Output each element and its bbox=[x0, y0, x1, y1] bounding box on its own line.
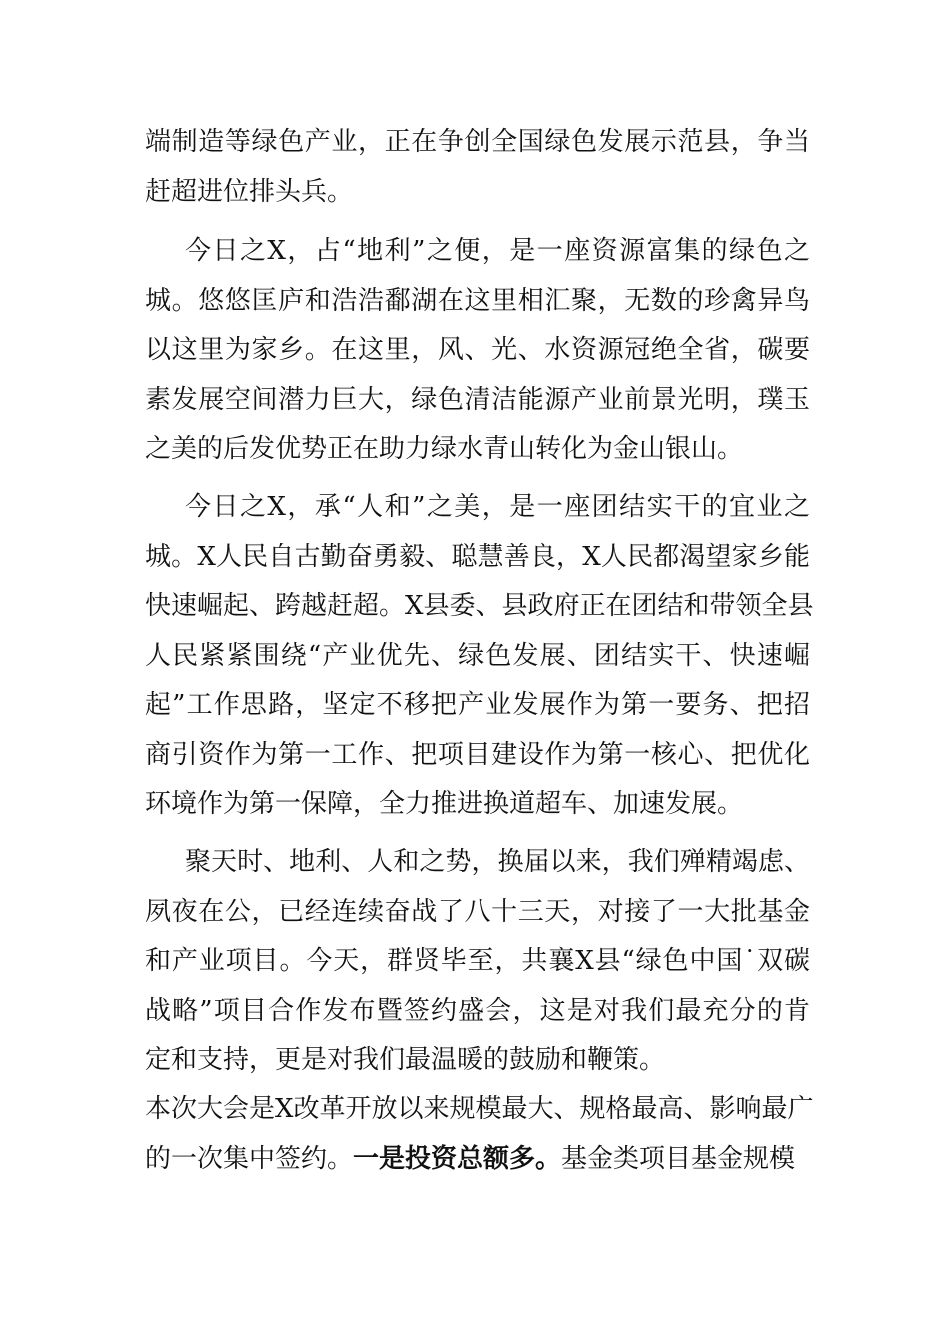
text-line: 和产业项目。今天，群贤毕至，共襄X县“绿色中国˙双碳 bbox=[145, 946, 810, 976]
paragraph-2 bbox=[145, 227, 810, 475]
text-line: 以这里为家乡。在这里，风、光、水资源冠绝全省，碳要 bbox=[145, 335, 810, 365]
text-line: 本次大会是X改革开放以来规模最大、规格最高、影响最广 bbox=[145, 1094, 814, 1124]
paragraph-4 bbox=[145, 838, 810, 1086]
text-line: 快速崛起、跨越赶超。X县委、县政府正在团结和带领全县 bbox=[145, 591, 814, 621]
text-line: 战略”项目合作发布暨签约盛会，这是对我们最充分的肯 bbox=[145, 995, 810, 1026]
text-line: 城。X人民自古勤奋勇毅、聪慧善良，X人民都渴望家乡能 bbox=[145, 541, 810, 572]
text-run: 基金类项目基金规模 bbox=[561, 1143, 796, 1174]
text-line: 赶超进位排头兵。 bbox=[145, 176, 354, 207]
text-line: 商引资作为第一工作、把项目建设作为第一核心、把优化 bbox=[145, 739, 810, 770]
text-line: 之美的后发优势正在助力绿水青山转化为金山银山。 bbox=[145, 434, 744, 464]
paragraph-1 bbox=[145, 118, 810, 217]
text-line: 端制造等绿色产业，正在争创全国绿色发展示范县，争当 bbox=[145, 127, 810, 157]
paragraph-3 bbox=[145, 483, 814, 830]
text-line: 今日之X，占“地利”之便，是一座资源富集的绿色之 bbox=[185, 236, 810, 266]
text-run: 的一次集中签约。 bbox=[145, 1143, 354, 1174]
text-line: 今日之X，承“人和”之美，是一座团结实干的宜业之 bbox=[185, 492, 810, 522]
text-line: 环境作为第一保障，全力推进换道超车、加速发展。 bbox=[145, 789, 744, 819]
text-line: 素发展空间潜力巨大，绿色清洁能源产业前景光明，璞玉 bbox=[145, 384, 810, 415]
text-line: 城。悠悠匡庐和浩浩鄱湖在这里相汇聚，无数的珍禽异鸟 bbox=[145, 285, 810, 316]
text-line: 定和支持，更是对我们最温暖的鼓励和鞭策。 bbox=[145, 1045, 666, 1075]
text-line: 人民紧紧围绕“产业优先、绿色发展、团结实干、快速崛 bbox=[145, 640, 810, 671]
text-line bbox=[145, 1135, 810, 1185]
bold-lead-phrase: 一是投资总额多。 bbox=[353, 1143, 562, 1174]
text-line: 起”工作思路，坚定不移把产业发展作为第一要务、把招 bbox=[145, 690, 810, 720]
text-line: 夙夜在公，已经连续奋战了八十三天，对接了一大批基金 bbox=[145, 896, 810, 927]
text-line: 聚天时、地利、人和之势，换届以来，我们殚精竭虑、 bbox=[185, 847, 810, 877]
paragraph-5 bbox=[145, 1085, 814, 1184]
